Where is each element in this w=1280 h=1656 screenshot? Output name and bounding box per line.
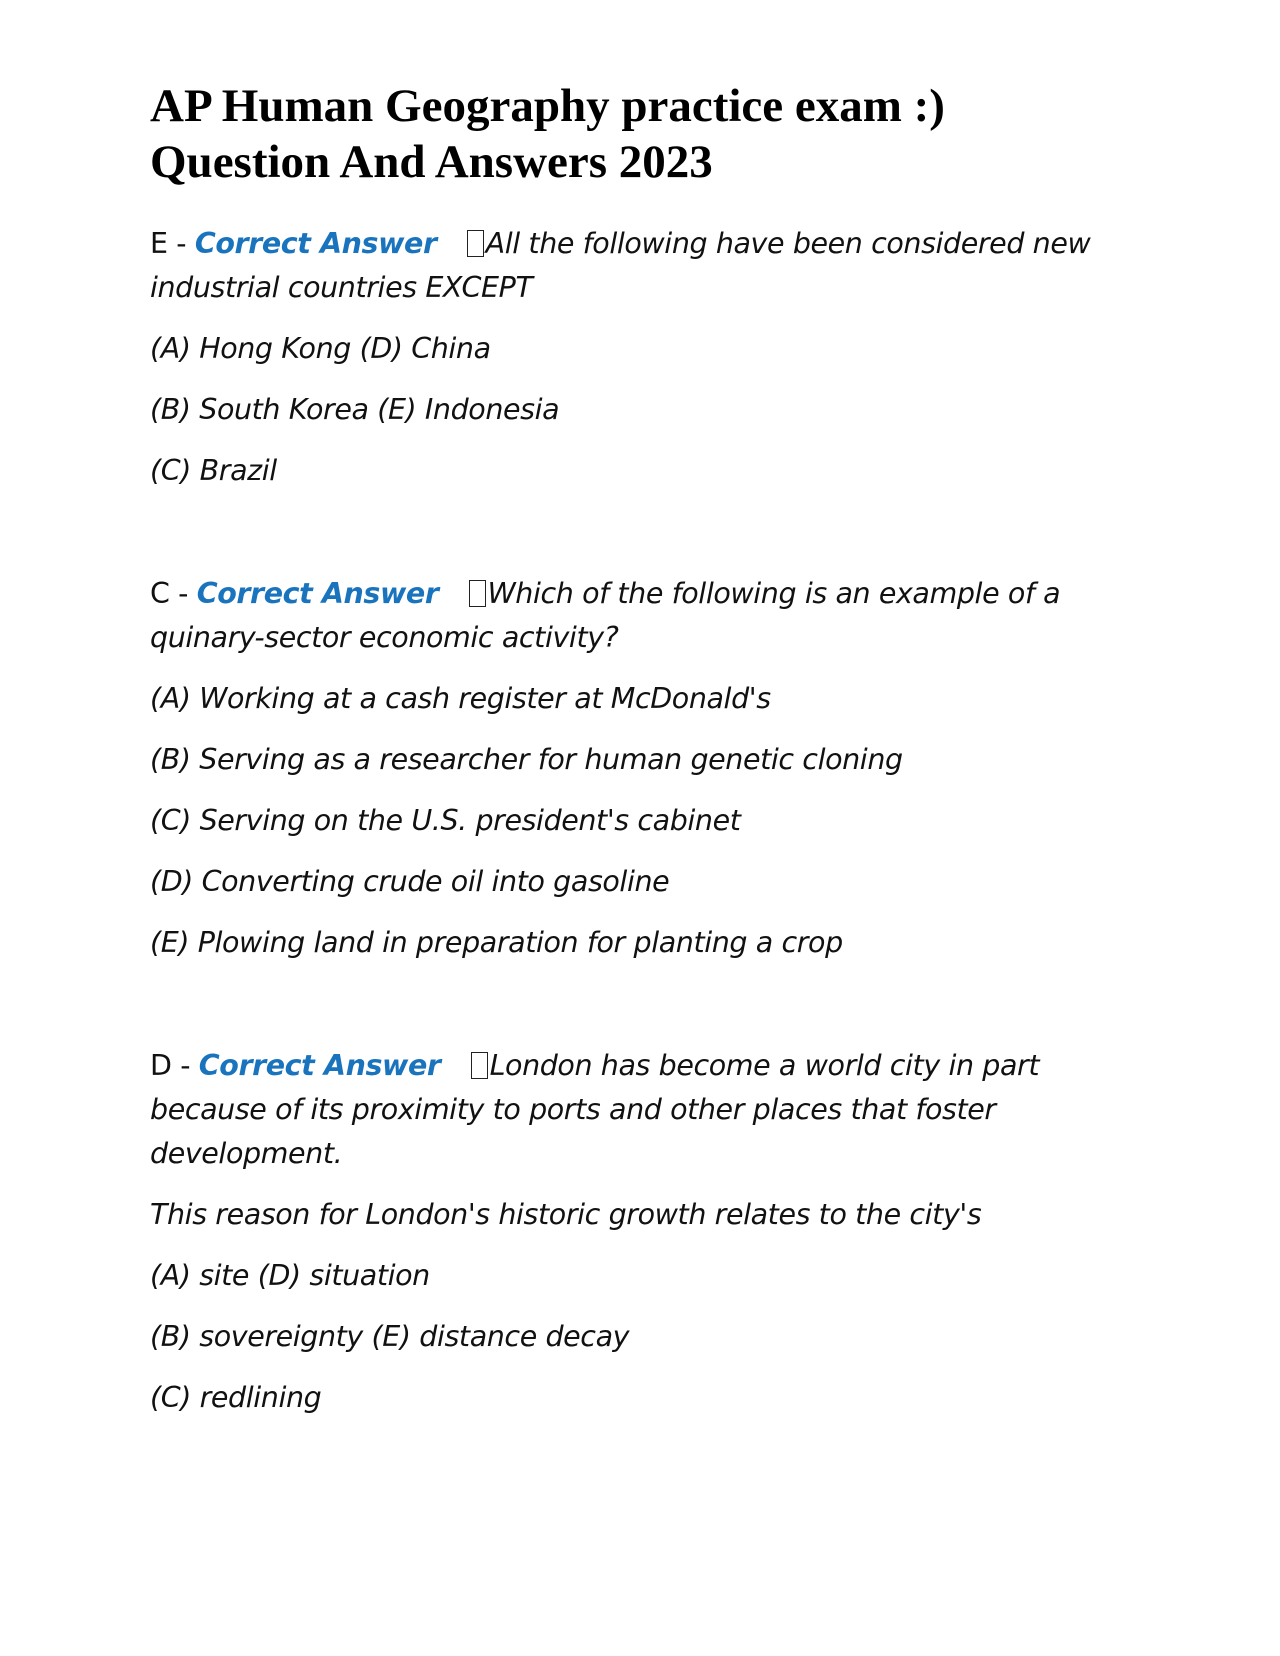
missing-glyph-icon [467,230,484,257]
answer-option: (E) Plowing land in preparation for planting a crop [150,926,843,959]
question-block [150,222,1130,493]
answer-option: (A) Hong Kong (D) China [150,332,491,365]
missing-glyph-icon [469,580,486,607]
answer-option: (A) Working at a cash register at McDonald's [150,682,771,715]
question-text: London has become a world city in part because of its proximity to ports and other places that foster development. [150,1049,1040,1170]
answer-letter: C [150,577,170,610]
answer-option: (A) site (D) situation [150,1259,430,1292]
answer-option: (B) South Korea (E) Indonesia [150,393,560,426]
answer-option: (D) Converting crude oil into gasoline [150,865,670,898]
document-page [150,78,1130,1437]
question-block [150,572,1130,965]
answer-letter: E [150,227,168,260]
question-block [150,1044,1130,1420]
document-title: AP Human Geography practice exam :) Question And Answers 2023 [150,80,945,188]
correct-answer-label: Correct Answer [194,227,437,260]
question-text: All the following have been considered new industrial countries EXCEPT [150,227,1091,304]
answer-letter: D [150,1049,172,1082]
answer-option: (C) redlining [150,1381,322,1414]
correct-answer-label: Correct Answer [198,1049,441,1082]
answer-option: (B) Serving as a researcher for human genetic cloning [150,743,903,776]
question-text: Which of the following is an example of a quinary-sector economic activity? [150,577,1061,654]
question-stem: This reason for London's historic growth relates to the city's [150,1198,982,1231]
question-header: C - Correct Answer Which of the following is an example of a quinary-sector economic activity? [150,577,1061,654]
answer-option: (C) Serving on the U.S. president's cabinet [150,804,741,837]
answer-option: (B) sovereignty (E) distance decay [150,1320,630,1353]
correct-answer-label: Correct Answer [196,577,439,610]
question-header: E - Correct Answer All the following have been considered new industrial countries EXCEPT [150,227,1091,304]
missing-glyph-icon [471,1052,488,1079]
question-header: D - Correct Answer London has become a world city in part because of its proximity to ports and other places that foster development. [150,1049,1040,1170]
answer-option: (C) Brazil [150,454,277,487]
